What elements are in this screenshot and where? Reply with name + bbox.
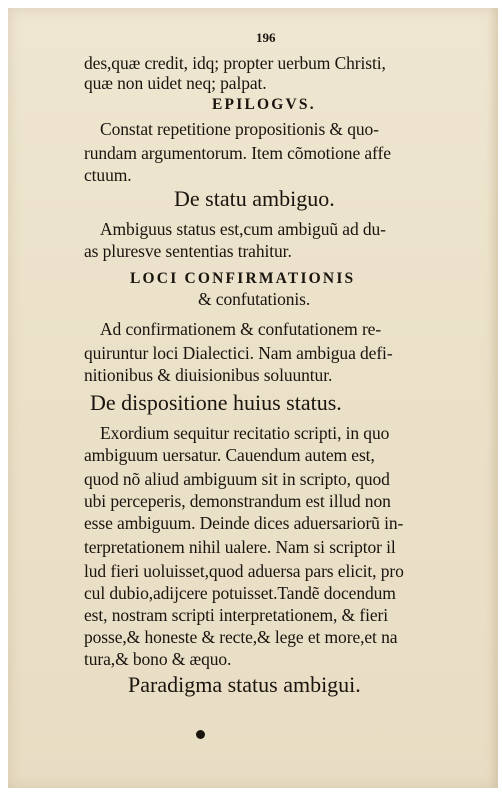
text-line: Ambiguus status est,cum ambiguũ ad du-: [100, 219, 386, 239]
text-line: quæ non uidet neq; palpat.: [84, 73, 267, 93]
text-line: posse,& honeste & recte,& lege et more,et na: [84, 627, 398, 647]
epilogus-title: EPILOGVS.: [212, 96, 316, 113]
text-line: quod nõ aliud ambiguum sit in scripto, quod: [84, 469, 390, 489]
loci-title: LOCI CONFIRMATIONIS: [130, 270, 356, 287]
text-line: esse ambiguum. Deinde dices aduersariorũ in-: [84, 513, 404, 533]
loci-subtitle: & confutationis.: [198, 289, 311, 309]
text-line: terpretationem nihil ualere. Nam si scriptor il: [84, 537, 396, 557]
text-line: Ad confirmationem & confutationem re-: [100, 319, 382, 339]
heading-de-dispositione: De dispositione huius status.: [90, 390, 342, 415]
heading-de-statu-ambiguo: De statu ambiguo.: [174, 186, 335, 211]
text-line: rundam argumentorum. Item cõmotione affe: [84, 143, 391, 163]
text-line: ambiguum uersatur. Cauendum autem est,: [84, 445, 375, 465]
text-line: est, nostram scripti interpretationem, & fieri: [84, 605, 388, 625]
text-line: quiruntur loci Dialectici. Nam ambigua defi-: [84, 343, 393, 363]
text-line: cul dubio,adijcere potuisset.Tandẽ docendum: [84, 583, 396, 603]
text-line: des,quæ credit, idq; propter uerbum Christi,: [84, 53, 386, 73]
text-line: tura,& bono & æquo.: [84, 649, 232, 669]
text-line: Constat repetitione propositionis & quo-: [100, 119, 379, 139]
text-line: lud fieri uoluisset,quod aduersa pars elicit, pro: [84, 561, 404, 581]
page-number: 196: [256, 30, 276, 45]
text-line: nitionibus & diuisionibus soluuntur.: [84, 365, 333, 385]
text-line: ubi perceperis, demonstrandum est illud non: [84, 491, 391, 511]
text-line: as pluresve sententias trahitur.: [84, 241, 292, 261]
text-line: Exordium sequitur recitatio scripti, in quo: [100, 423, 390, 443]
ink-dot-ornament: [196, 730, 205, 739]
text-line: ctuum.: [84, 165, 132, 185]
heading-paradigma: Paradigma status ambigui.: [128, 672, 361, 697]
